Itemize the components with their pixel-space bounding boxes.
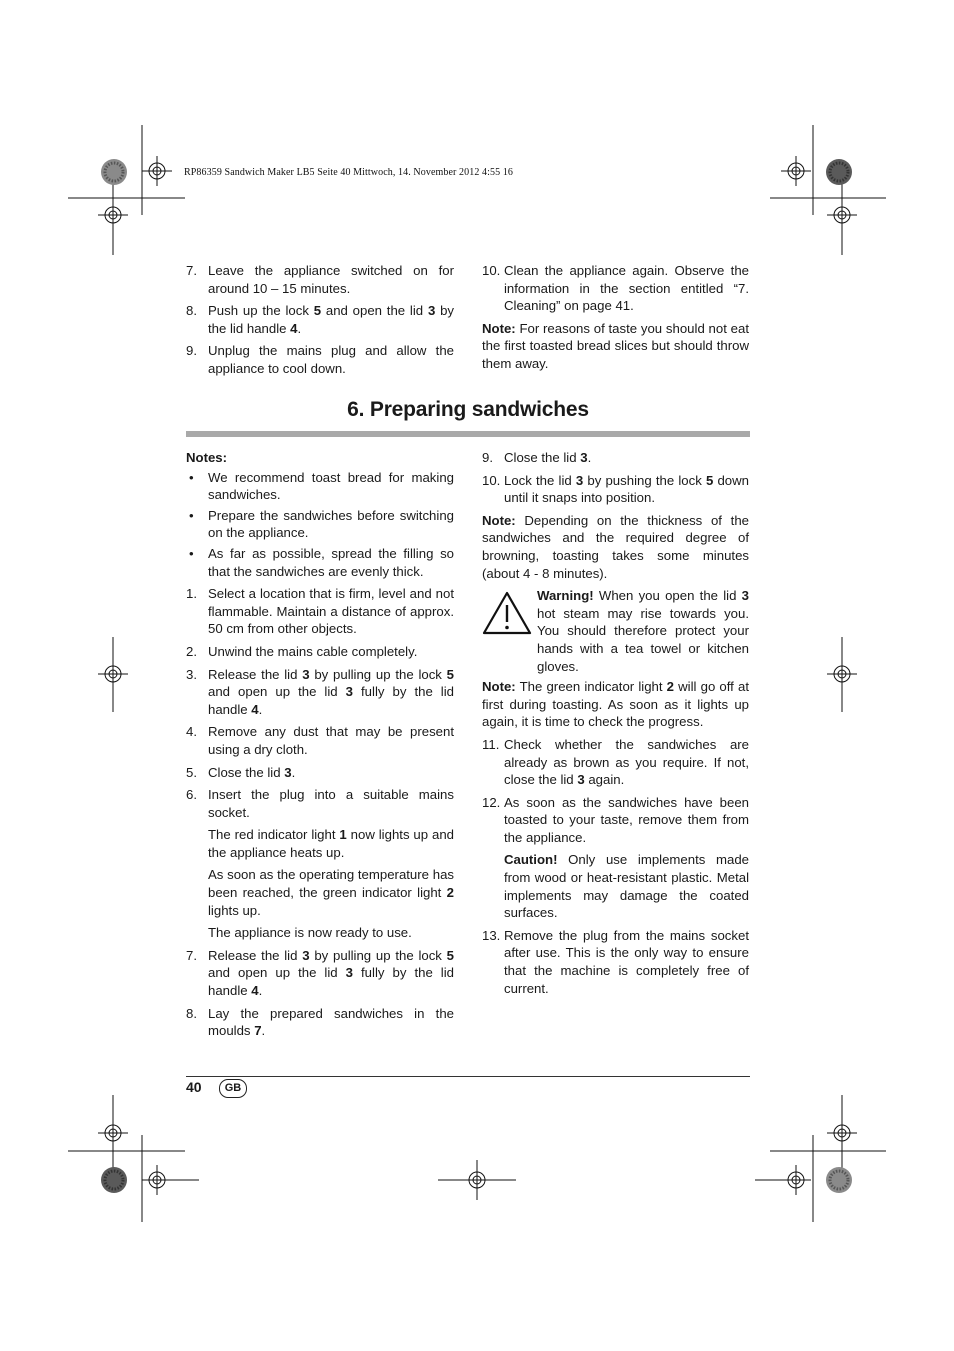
- indented-paragraph: The red indicator light 1 now lights up and the appliance heats up.: [208, 827, 455, 860]
- language-badge: GB: [219, 1079, 247, 1098]
- bullet-item: • As far as possible, spread the filling so that the sandwiches are evenly thick.: [189, 545, 454, 579]
- list-item: 11. Check whether the sandwiches are already as brown as you require. If not, close the lid 3 again.: [482, 736, 749, 788]
- list-item: 7. Leave the appliance switched on for around 10 – 15 minutes.: [186, 263, 454, 296]
- print-slug: RP86359 Sandwich Maker LB5 Seite 40 Mittwoch, 14. November 2012 4:55 16: [184, 167, 514, 178]
- section-heading: 6. Preparing sandwiches: [347, 398, 589, 421]
- footer-rule: [186, 1076, 750, 1077]
- warning-text: Warning! When you open the lid 3 hot steam may rise towards you. You should therefore protect your hands with a tea towel or kitchen gloves.: [537, 588, 749, 674]
- note-paragraph: Note: The green indicator light 2 will go off at first during toasting. As soon as it lights up again, it is time to check the progress.: [482, 679, 749, 730]
- list-item: 7. Release the lid 3 by pulling up the lock 5 and open up the lid 3 fully by the lid handle 4.: [186, 947, 455, 999]
- list-item: 1. Select a location that is firm, level and not flammable. Maintain a distance of approx. 50 cm from other objects.: [186, 586, 454, 637]
- list-item: 12. As soon as the sandwiches have been toasted to your taste, remove them from the appliance.: [482, 794, 749, 845]
- list-item: 4. Remove any dust that may be present using a dry cloth.: [186, 724, 454, 757]
- indented-paragraph: The appliance is now ready to use.: [208, 925, 412, 941]
- top-left-column: [186, 262, 454, 383]
- list-item: 8. Lay the prepared sandwiches in the moulds 7.: [186, 1005, 454, 1039]
- top-right-column: [482, 262, 749, 378]
- list-item: 10. Lock the lid 3 by pushing the lock 5 down until it snaps into position.: [482, 472, 749, 506]
- right-column: [482, 449, 749, 1002]
- warning-triangle-icon: [482, 591, 532, 635]
- warning-block: [482, 587, 749, 675]
- list-item: 2. Unwind the mains cable completely.: [186, 643, 418, 659]
- bullet-item: • We recommend toast bread for making sandwiches.: [189, 469, 454, 503]
- caution-paragraph: Caution! Only use implements made from wood or heat-resistant plastic. Metal implements may damage the coated surfaces.: [504, 852, 749, 921]
- left-column: [186, 449, 454, 1045]
- notes-label: Notes:: [186, 450, 228, 465]
- bullet-item: • Prepare the sandwiches before switching on the appliance.: [189, 507, 454, 541]
- list-item: 9. Unplug the mains plug and allow the appliance to cool down.: [186, 343, 454, 376]
- list-item: 13. Remove the plug from the mains socket after use. This is the only way to ensure that the machine is completely free of current.: [482, 927, 749, 996]
- list-item: 6. Insert the plug into a suitable mains socket.: [186, 787, 454, 820]
- list-item: 9. Close the lid 3.: [482, 450, 592, 465]
- list-item: 10. Clean the appliance again. Observe the information in the section entitled “7. Cleaning” on page 41.: [482, 263, 749, 314]
- heading-rule: [186, 431, 750, 437]
- list-item: 8. Push up the lock 5 and open the lid 3 by the lid handle 4.: [186, 303, 455, 336]
- list-item: 3. Release the lid 3 by pulling up the lock 5 and open up the lid 3 fully by the lid handle 4.: [186, 666, 455, 717]
- list-item: 5. Close the lid 3.: [186, 764, 296, 780]
- page-number: 40: [186, 1079, 202, 1095]
- indented-paragraph: As soon as the operating temperature has been reached, the green indicator light 2 lights up.: [208, 867, 454, 918]
- note-paragraph: Note: For reasons of taste you should not eat the first toasted bread slices but should throw them away.: [482, 320, 749, 371]
- note-paragraph: Note: Depending on the thickness of the sandwiches and the required degree of browning, toasting takes some minutes (about 4 - 8 minutes).: [482, 512, 749, 581]
